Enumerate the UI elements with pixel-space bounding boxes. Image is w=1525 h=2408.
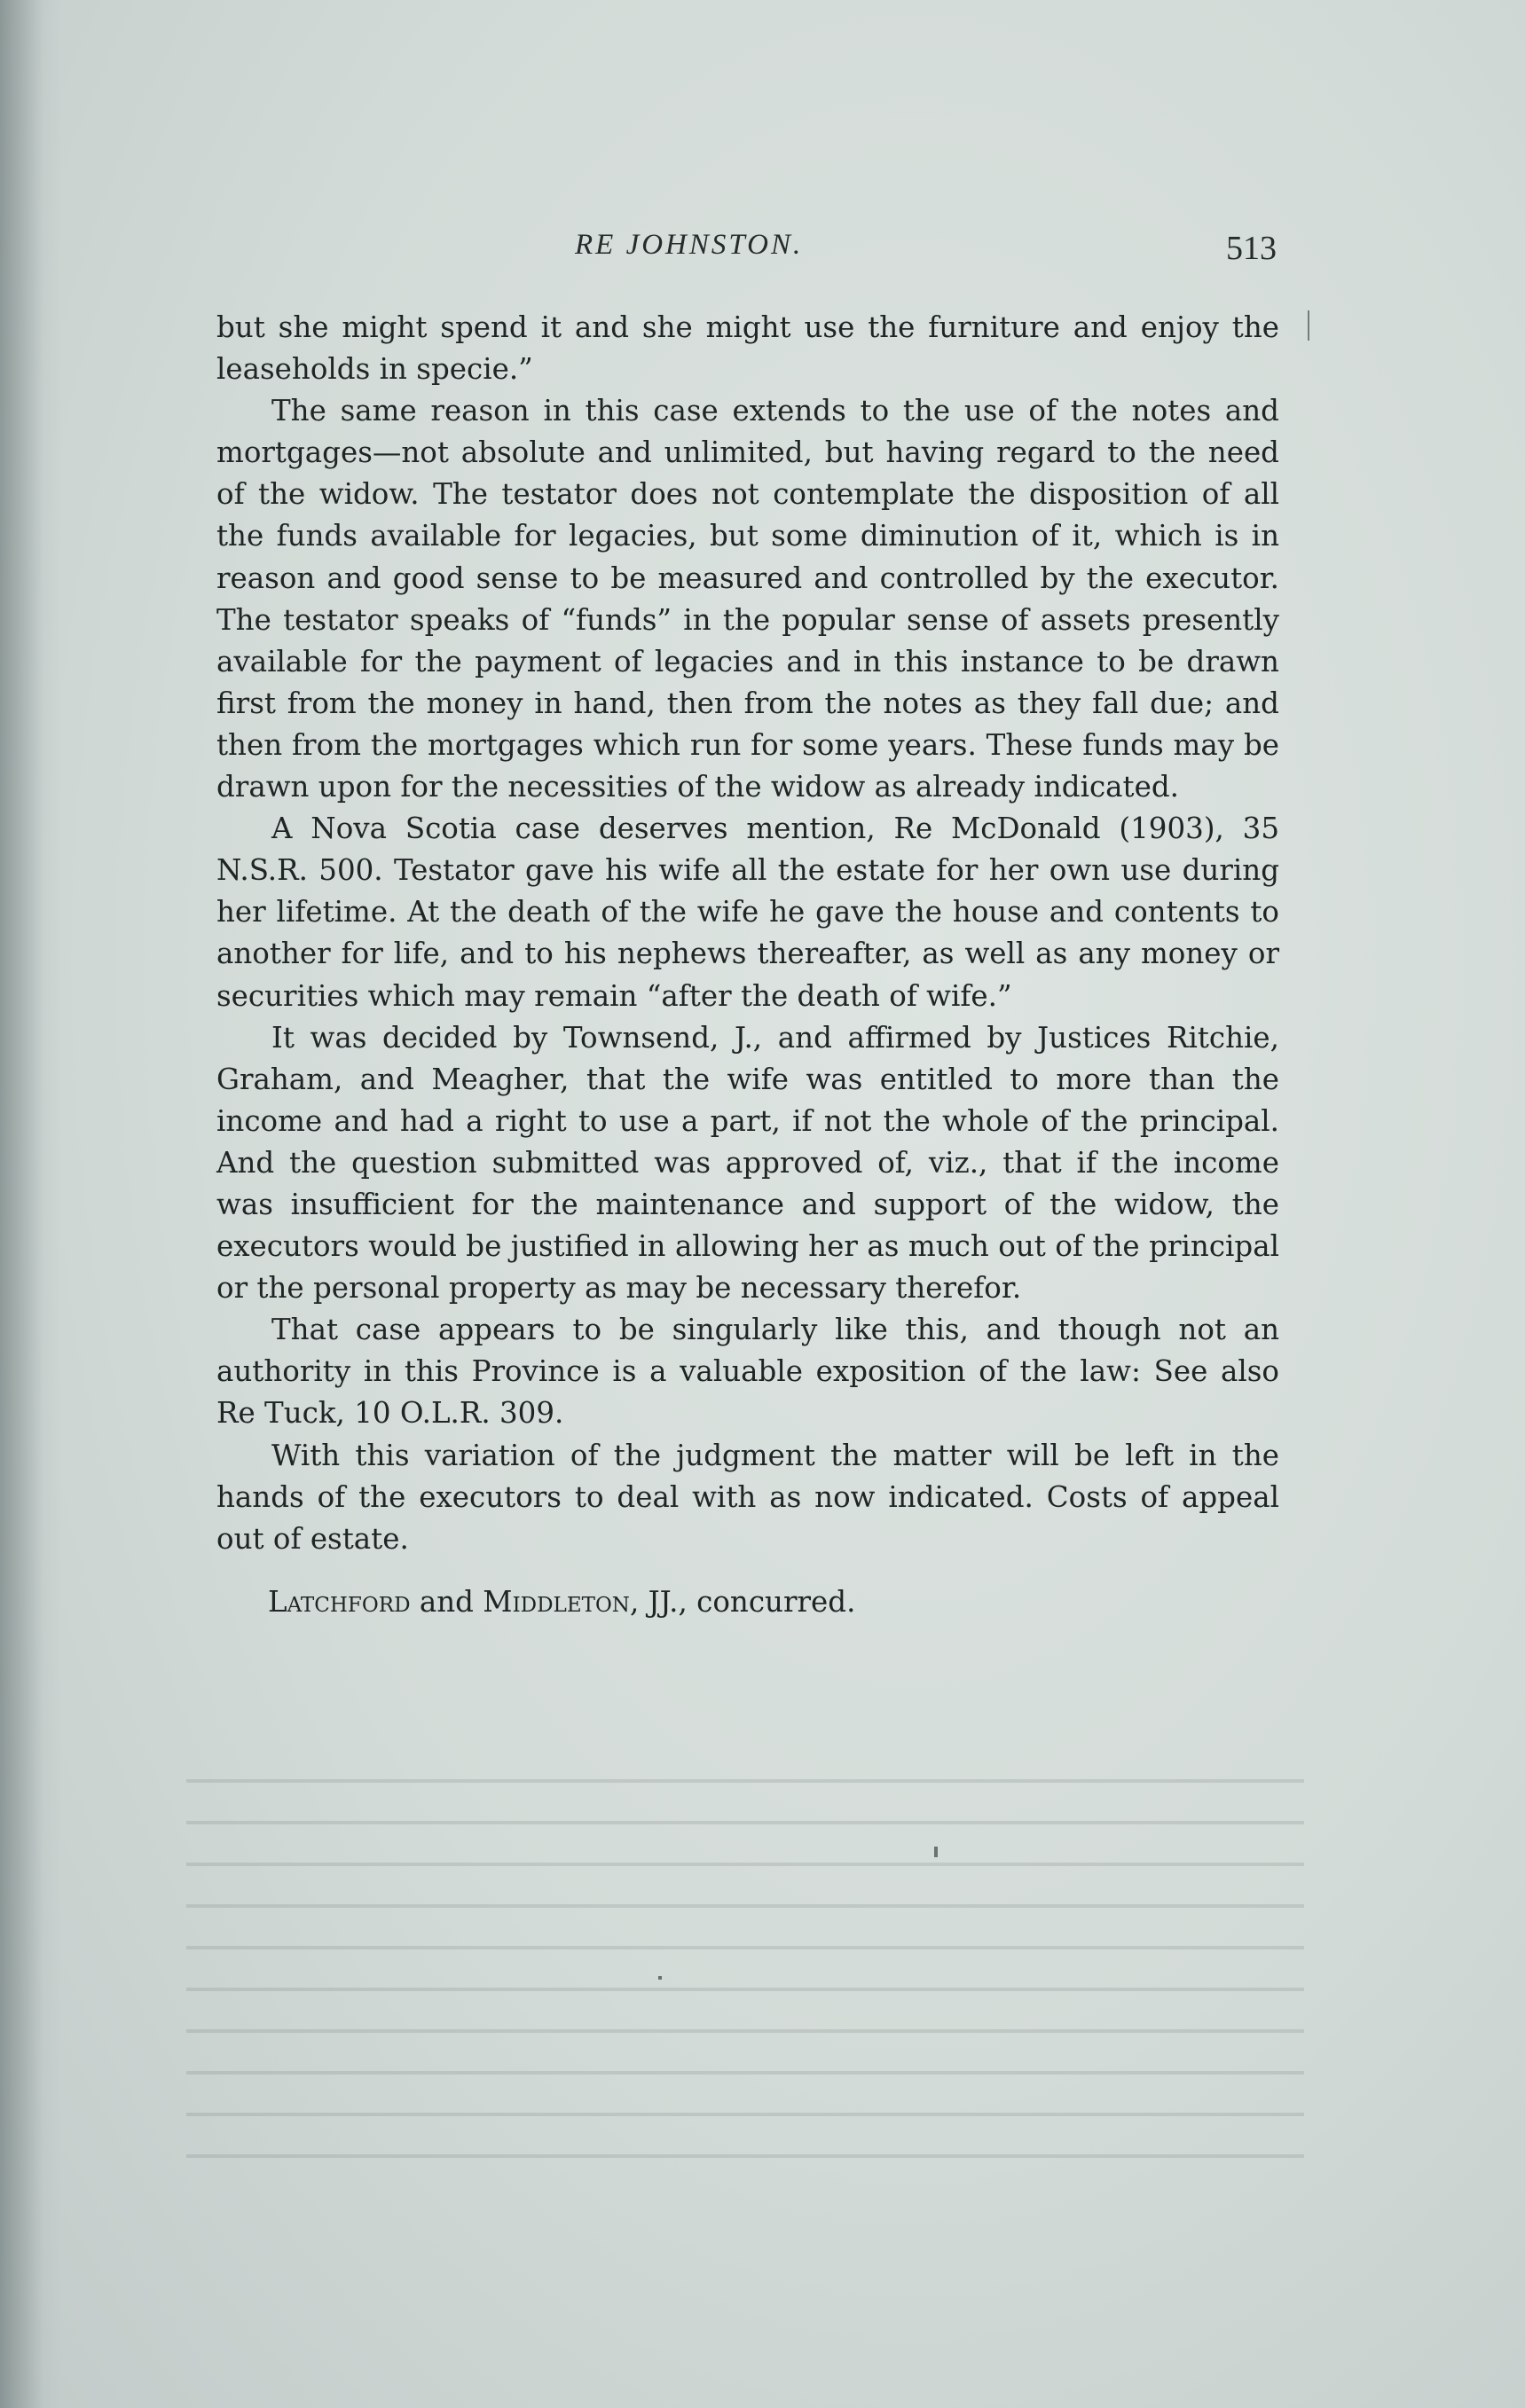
paragraph-continuation: but she might spend it and she might use the furniture and enjoy the leaseholds in specie.” [216,310,1279,387]
concurrence-text: , JJ., concurred. [629,1584,856,1619]
body-text [216,307,1279,1623]
binding-shadow [0,0,62,2408]
paragraph: A Nova Scotia case deserves mention, Re McDonald (1903), 35 N.S.R. 500. Testator gave his wife all the estate for her own use during her lifetime. At the death of the wife he gave the house and contents to another for life, and to his nephews thereafter, as well as any money or securities which may remain “after the death of wife.” [216,812,1279,1013]
margin-mark [1308,310,1309,341]
paragraph: With this variation of the judgment the matter will be left in the hands of the executors to deal with as now indicated. Costs of appeal out of estate. [216,1438,1279,1556]
ink-speck [934,1847,938,1857]
paragraph: The same reason in this case extends to the use of the notes and mortgages—not absolute and unlimited, but having regard to the need of the widow. The testator does not contemplate the disposition of all the funds available for legacies, but some diminution of it, which is in reason and good sense to be measured and controlled by the executor. The testator speaks of “funds” in the popular sense of assets presently available for the payment of legacies and in this instance to be drawn first from the money in hand, then from the notes as they fall due; and then from the mortgages which run for some years. These funds may be drawn upon for the necessities of the widow as already indicated. [216,394,1279,804]
running-header [0,224,1525,277]
paragraph: It was decided by Townsend, J., and affirmed by Justices Ritchie, Graham, and Meagher, that the wife was entitled to more than the income and had a right to use a part, if not the whole of the principal. And the question submitted was approved of, viz., that if the income was insufficient for the maintenance and support of the widow, the executors would be justified in allowing her as much out of the principal or the personal property as may be necessary therefor. [216,1020,1279,1306]
paragraph: That case appears to be singularly like this, and though not an authority in this Province is a valuable exposition of the law: See also Re Tuck, 10 O.L.R. 309. [216,1313,1279,1431]
concurrence-line [216,1581,1279,1623]
running-title: RE JOHNSTON. [575,229,804,261]
ink-speck [658,1976,662,1980]
judge-name: Latchford [268,1584,411,1619]
page-number: 513 [1226,230,1277,267]
judge-name: Middleton [483,1584,630,1619]
bleed-through-text [186,1756,1304,2164]
concurrence-connector: and [410,1584,483,1619]
